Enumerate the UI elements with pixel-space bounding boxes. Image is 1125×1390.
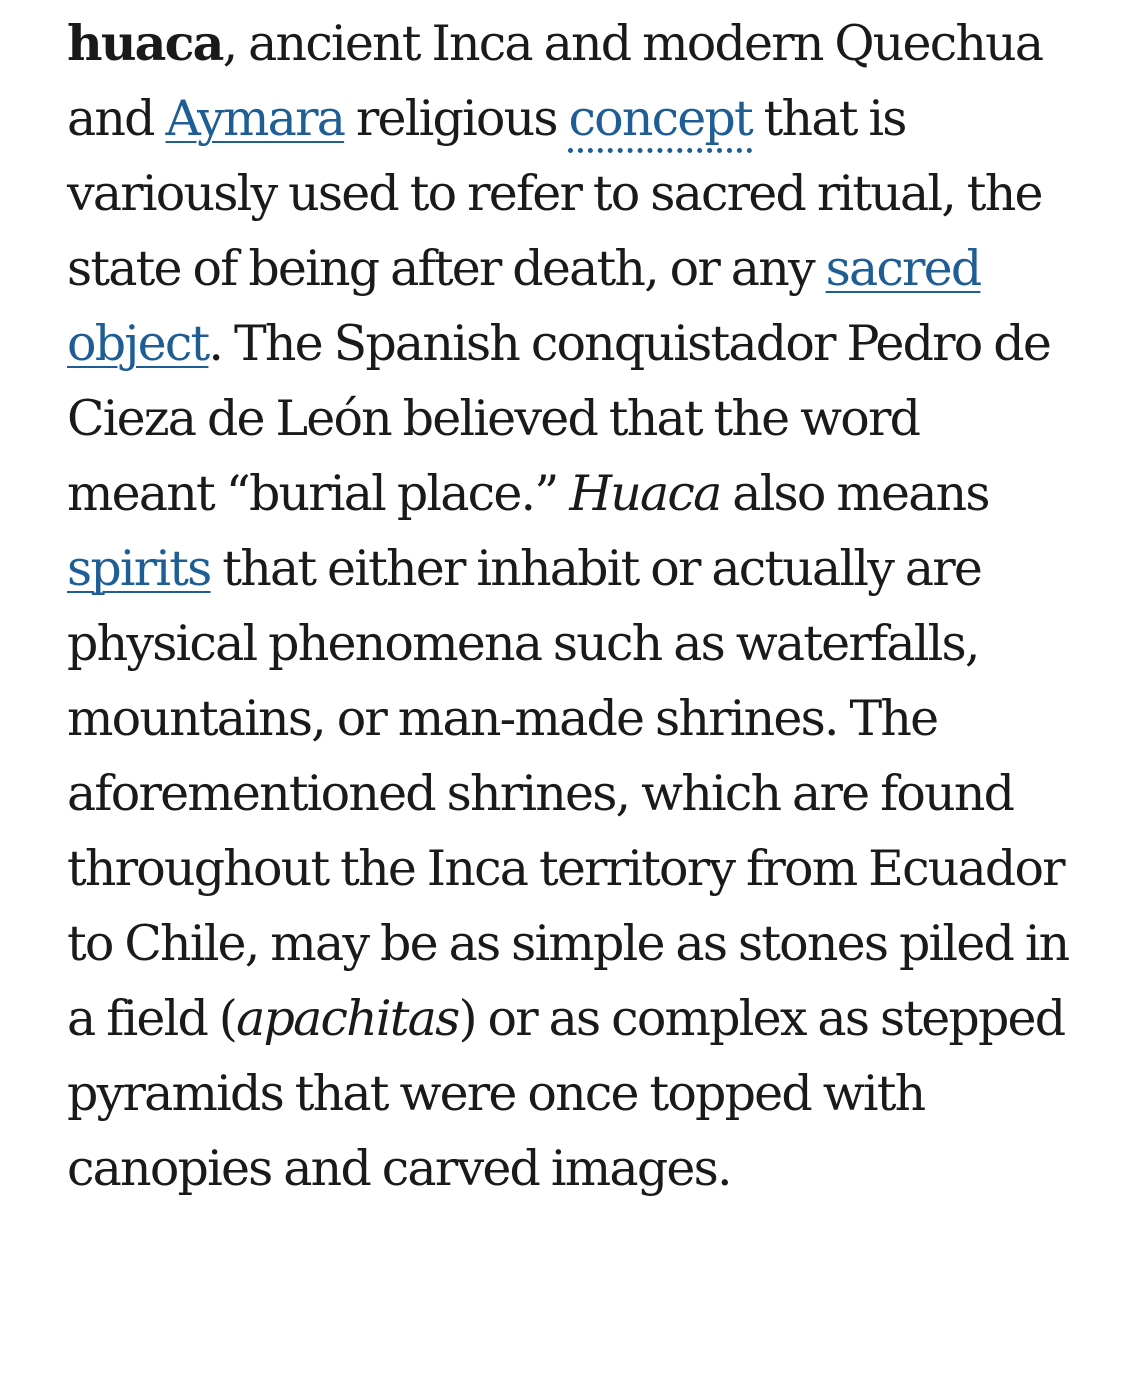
italic-term-apachitas: apachitas	[236, 990, 459, 1047]
italic-term-huaca: Huaca	[569, 465, 721, 522]
text-segment: ) or as complex as stepped pyramids that were once topped with canopies and carved images.	[67, 990, 1065, 1197]
article-body	[67, 6, 1077, 1206]
lead-term: huaca	[67, 14, 223, 72]
link-aymara[interactable]: Aymara	[165, 90, 345, 147]
link-sacred-object[interactable]: sacred object	[67, 240, 981, 372]
text-segment: that is variously used to refer to sacred ritual, the state of being after death, or any	[67, 90, 1042, 297]
text-segment: also means	[720, 465, 989, 522]
text-segment: religious	[344, 90, 569, 147]
text-segment: . The Spanish conquistador Pedro de Cieza de León believed that the word meant “burial place.”	[67, 315, 1051, 522]
text-segment: that either inhabit or actually are physical phenomena such as waterfalls, mountains, or man-made shrines. The aforementioned shrines, which are found throughout the Inca territory from Ecuador to Chile, may be as simple as stones piled in a field (	[67, 540, 1069, 1047]
link-spirits[interactable]: spirits	[67, 540, 211, 597]
link-concept[interactable]: concept	[568, 90, 751, 153]
definition-paragraph	[67, 6, 1077, 1206]
text-segment: , ancient Inca and modern Quechua and	[67, 15, 1043, 147]
